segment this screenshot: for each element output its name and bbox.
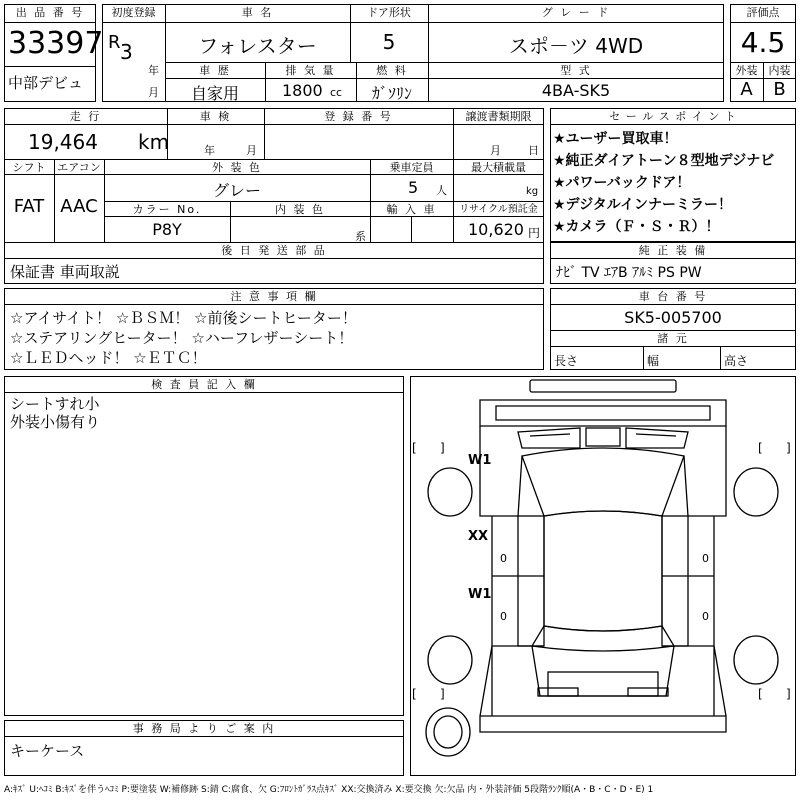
score: 4.5 <box>740 26 786 59</box>
exterior-grade: A <box>740 79 753 100</box>
later-parts-label: 後 日 発 送 部 品 <box>221 244 327 257</box>
zero-mark: 0 <box>702 610 709 623</box>
chassis-label: 車 台 番 号 <box>638 290 708 303</box>
notes-list <box>10 308 357 368</box>
model-label: 型 式 <box>560 64 592 77</box>
max-load-label: 最大積載量 <box>471 161 526 174</box>
fuel: ｶﾞｿﾘﾝ <box>371 84 412 103</box>
chassis-number: SK5-005700 <box>624 308 722 327</box>
yen-unit: 円 <box>528 226 541 240</box>
history-label: 車 歴 <box>199 64 231 77</box>
inspection-month-unit: 月 <box>246 144 257 157</box>
reg-year: 3 <box>120 40 133 64</box>
capacity-label: 乗車定員 <box>389 161 434 174</box>
color-no-label: カラー No. <box>132 203 202 216</box>
office-text: キーケース <box>10 742 85 760</box>
damage-mark: XX <box>468 529 489 544</box>
sales-points-label: セ ー ル ス ポ イ ン ト <box>609 110 737 123</box>
bracket: [ <box>758 687 763 701</box>
era: R <box>108 32 121 53</box>
length-label: 長さ <box>554 354 579 368</box>
sales-point-item: ★デジタルインナーミラー！ <box>553 197 733 213</box>
bracket: [ <box>758 441 763 455</box>
equipment-label: 純 正 装 備 <box>638 244 708 257</box>
transfer-label: 譲渡書類期限 <box>465 110 532 123</box>
car-name-label: 車 名 <box>241 6 274 19</box>
car-diagram <box>410 376 796 776</box>
exterior-label: 外装 <box>735 64 758 77</box>
transfer-month-unit: 月 <box>490 144 501 157</box>
person-unit: 人 <box>436 184 447 197</box>
equipment-value: ﾅﾋﾞ TV ｴｱB ｱﾙﾐ PS PW <box>556 265 702 281</box>
inspector-line: シートすれ小 <box>10 395 100 413</box>
ext-color: グレー <box>212 181 261 200</box>
inspector-label: 検 査 員 記 入 欄 <box>151 378 257 391</box>
sales-point-item: ★純正ダイアトーン８型地デジナビ <box>553 153 775 169</box>
ext-color-label: 外 装 色 <box>212 161 262 174</box>
transfer-day-unit: 日 <box>528 144 539 157</box>
note-line: ☆ステアリングヒーター！ ☆ハーフレザーシート！ <box>10 329 354 347</box>
legend: A:ｷｽﾞ U:ﾍｺﾐ B:ｷｽﾞを伴うﾍｺﾐ P:要塗装 W:補修跡 S:錆 C:腐食、欠 G:ﾌﾛﾝﾄｶﾞﾗｽ点ｷｽﾞ XX:交換済み X:要交換 欠:欠品 内・外装評価 5段階ﾗﾝｸ順(A・B・C・D・E) 1 <box>4 785 654 795</box>
kg-unit: kg <box>526 186 539 197</box>
dims-label: 諸 元 <box>657 332 689 345</box>
damage-grade: 0 <box>500 552 507 565</box>
zero-mark: 0 <box>702 552 709 565</box>
bracket: ] <box>440 441 445 455</box>
fuel-label: 燃 料 <box>376 64 408 77</box>
shift: FAT <box>13 196 45 217</box>
model: 4BA-SK5 <box>541 81 611 100</box>
int-color-label: 内 装 色 <box>275 203 325 216</box>
inspector-list <box>10 395 100 431</box>
recycle-label: リサイクル預託金 <box>459 204 538 215</box>
cc-unit: cc <box>330 86 343 99</box>
shift-label: シフト <box>12 161 46 174</box>
sales-point-item: ★カメラ（Ｆ・Ｓ・Ｒ）！ <box>553 219 720 235</box>
displacement-label: 排 気 量 <box>285 64 336 77</box>
interior-label: 内装 <box>768 64 791 77</box>
km-unit: km <box>138 130 170 154</box>
note-line: ☆アイサイト！ ☆ＢＳＭ！ ☆前後シートヒーター！ <box>10 309 357 327</box>
height-label: 高さ <box>724 354 749 368</box>
office-label: 事 務 局 よ り ご 案 内 <box>132 722 276 735</box>
import-label: 輸 入 車 <box>386 203 437 216</box>
note-line: ☆ＬＥＤヘッド！ ☆ＥＴＣ！ <box>10 349 207 367</box>
inspection-year-unit: 年 <box>204 144 215 157</box>
sales-point-item: ★パワーバックドア！ <box>553 175 691 191</box>
damage-mark: W1 <box>468 453 492 468</box>
recycle-fee: 10,620 <box>468 220 524 239</box>
int-color-unit: 系 <box>355 230 366 243</box>
aircon-label: エアコン <box>57 161 101 174</box>
venue: 中部デビュ <box>8 74 84 92</box>
later-parts: 保証書 車両取説 <box>10 263 120 281</box>
aircon: AAC <box>60 196 98 217</box>
damage-mark: W1 <box>468 587 492 602</box>
notes-label: 注 意 事 項 欄 <box>230 290 318 303</box>
sales-points-list <box>553 128 795 238</box>
first-reg-label: 初度登録 <box>111 6 156 19</box>
lot-label: 出 品 番 号 <box>15 6 85 19</box>
mileage-label: 走 行 <box>69 110 102 123</box>
grade-label: グ レ ー ド <box>541 6 611 19</box>
bracket: ] <box>440 687 445 701</box>
lot-number: 33397 <box>8 26 104 61</box>
interior-grade: B <box>773 79 786 100</box>
grade: スポ－ツ 4WD <box>508 34 644 58</box>
damage-grade: 0 <box>500 610 507 623</box>
score-label: 評価点 <box>746 6 780 19</box>
displacement: 1800 <box>282 81 323 100</box>
width-label: 幅 <box>647 354 660 368</box>
inspection-label: 車 検 <box>199 110 232 123</box>
door-label: ドア形状 <box>367 6 411 19</box>
bracket: ] <box>786 441 791 455</box>
color-no: P8Y <box>152 220 182 239</box>
mileage: 19,464 <box>28 130 98 154</box>
bracket: ] <box>786 687 791 701</box>
doors: 5 <box>382 30 396 54</box>
car-name: フォレスター <box>198 34 317 58</box>
bracket: [ <box>412 687 417 701</box>
year-unit: 年 <box>148 64 159 77</box>
bracket: [ <box>412 441 417 455</box>
capacity: 5 <box>408 178 419 197</box>
reg-number-label: 登 録 番 号 <box>324 110 393 123</box>
month-unit: 月 <box>148 86 159 99</box>
sales-point-item: ★ユーザー買取車！ <box>553 131 678 147</box>
history: 自家用 <box>190 84 239 103</box>
inspector-line: 外装小傷有り <box>10 413 101 431</box>
